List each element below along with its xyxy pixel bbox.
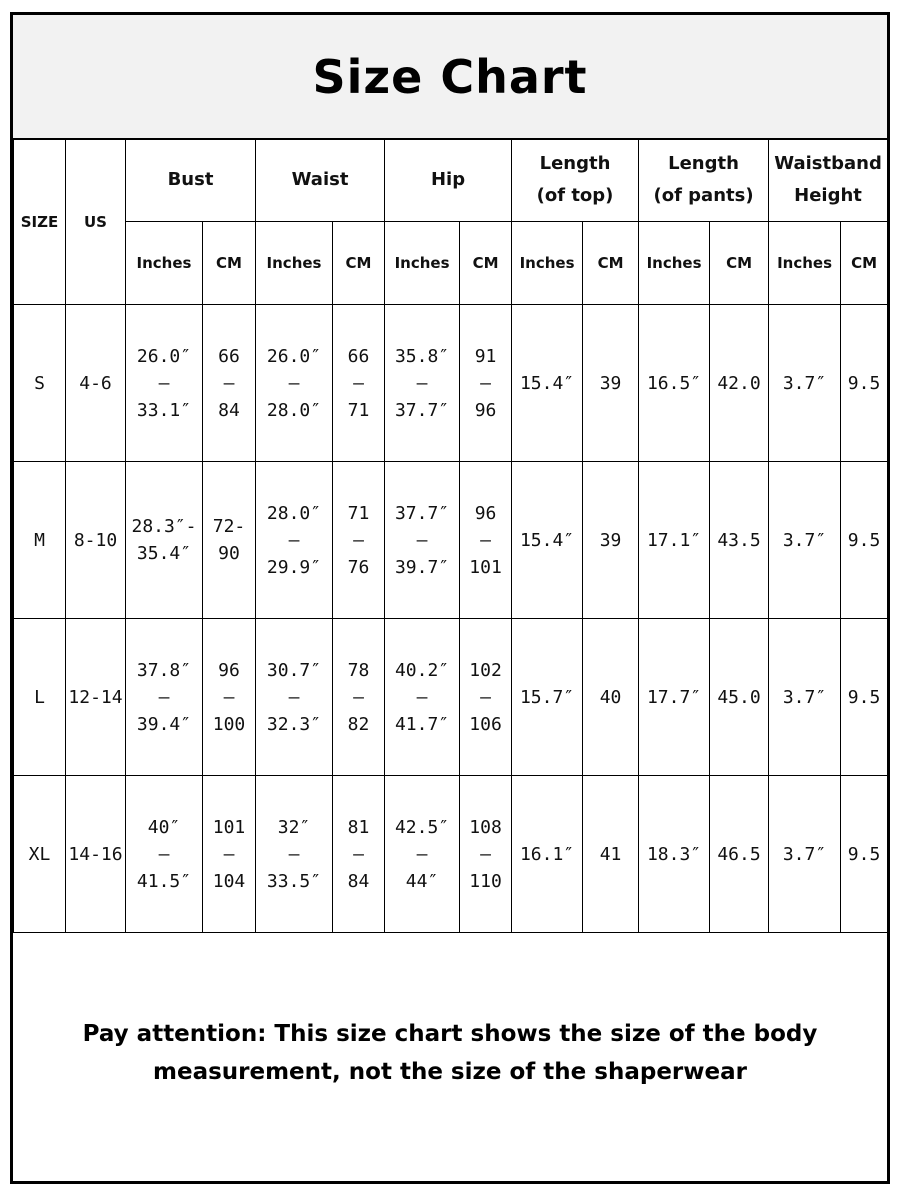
cell-line: 29.9″	[266, 556, 322, 578]
top-cm-cell: 41	[583, 776, 639, 933]
top-in-cell: 15.4″	[512, 462, 583, 619]
cell-line: 106	[469, 713, 502, 735]
wb-cm-cell: 9.5	[841, 462, 888, 619]
cell-line: 32.3″	[266, 713, 322, 735]
unit-inches: Inches	[639, 222, 710, 305]
header-length-pants	[639, 139, 769, 222]
cell-line: –	[158, 843, 170, 865]
cell-line: –	[223, 843, 235, 865]
unit-cm: CM	[710, 222, 769, 305]
cell-line: –	[353, 843, 364, 865]
wb-in-cell: 3.7″	[769, 305, 841, 462]
unit-cm: CM	[583, 222, 639, 305]
bust-in-cell	[126, 462, 203, 619]
wb-cm-cell: 9.5	[841, 305, 888, 462]
cell-line: 26.0″	[266, 345, 322, 367]
unit-inches: Inches	[385, 222, 460, 305]
pants-in-cell: 17.7″	[639, 619, 710, 776]
cell-line: 40″	[147, 816, 181, 838]
cell-line: 35.4″	[136, 543, 192, 564]
wb-in-cell: 3.7″	[769, 462, 841, 619]
top-in-cell: 15.7″	[512, 619, 583, 776]
unit-cm: CM	[460, 222, 512, 305]
unit-inches: Inches	[126, 222, 203, 305]
footer-note-line2: measurement, not the size of the shaperwear	[153, 1059, 747, 1085]
header-length-pants-line1: Length	[668, 153, 739, 174]
table-row	[14, 462, 888, 619]
pants-cm-cell: 46.5	[710, 776, 769, 933]
waist-cm-cell	[333, 619, 385, 776]
hip-in-cell	[385, 462, 460, 619]
cell-line: 28.0″	[266, 399, 322, 421]
cell-line: –	[223, 686, 235, 708]
unit-inches: Inches	[256, 222, 333, 305]
cell-line: 41.5″	[136, 870, 192, 892]
header-waistband-line1: Waistband	[774, 153, 882, 174]
cell-line: 39.4″	[136, 713, 192, 735]
waist-in-cell	[256, 619, 333, 776]
table-row	[14, 305, 888, 462]
cell-line: 72-	[212, 516, 246, 537]
cell-line: 71	[347, 399, 370, 421]
cell-line: 66	[218, 345, 240, 367]
top-cm-cell: 39	[583, 305, 639, 462]
bust-in-cell	[126, 776, 203, 933]
cell-line: 37.8″	[136, 659, 192, 681]
cell-line: –	[353, 372, 364, 394]
unit-inches: Inches	[769, 222, 841, 305]
cell-line: 28.3″-	[131, 516, 197, 537]
cell-line: 32″	[277, 816, 311, 838]
unit-cm: CM	[333, 222, 385, 305]
header-hip: Hip	[385, 139, 512, 222]
size-table	[13, 138, 888, 933]
cell-line: –	[416, 843, 428, 865]
size-cell: L	[14, 619, 66, 776]
top-in-cell: 15.4″	[512, 305, 583, 462]
size-table-body	[14, 305, 888, 933]
size-cell: XL	[14, 776, 66, 933]
footer-note	[13, 1015, 887, 1091]
cell-line: 96	[218, 659, 240, 681]
cell-line: –	[416, 529, 428, 551]
cell-line: 33.5″	[266, 870, 322, 892]
cell-line: –	[416, 686, 428, 708]
size-chart-frame	[10, 12, 890, 1184]
cell-line: 42.5″	[394, 816, 450, 838]
title-row	[13, 15, 887, 140]
cell-line: 66	[347, 345, 370, 367]
cell-line: –	[158, 372, 170, 394]
cell-line: 110	[469, 870, 502, 892]
wb-cm-cell: 9.5	[841, 619, 888, 776]
cell-line: 33.1″	[136, 399, 192, 421]
us-size-cell: 14-16	[66, 776, 126, 933]
us-size-cell: 8-10	[66, 462, 126, 619]
header-bust: Bust	[126, 139, 256, 222]
hip-cm-cell	[460, 462, 512, 619]
cell-line: 81	[347, 816, 370, 838]
pants-cm-cell: 45.0	[710, 619, 769, 776]
header-waistband-line2: Height	[794, 185, 862, 206]
cell-line: 101	[469, 556, 502, 578]
cell-line: 71	[347, 502, 370, 524]
cell-line: –	[480, 843, 491, 865]
top-in-cell: 16.1″	[512, 776, 583, 933]
us-size-cell: 12-14	[66, 619, 126, 776]
cell-line: 30.7″	[266, 659, 322, 681]
hip-cm-cell	[460, 305, 512, 462]
pants-in-cell: 18.3″	[639, 776, 710, 933]
cell-line: –	[480, 529, 491, 551]
table-row	[14, 619, 888, 776]
cell-line: –	[480, 686, 491, 708]
cell-line: –	[288, 372, 300, 394]
cell-line: 28.0″	[266, 502, 322, 524]
header-length-top-line1: Length	[539, 153, 611, 174]
hip-cm-cell	[460, 776, 512, 933]
pants-cm-cell: 42.0	[710, 305, 769, 462]
cell-line: 39.7″	[394, 556, 450, 578]
cell-line: 44″	[405, 870, 439, 892]
page-title: Size Chart	[312, 49, 588, 104]
us-size-cell: 4-6	[66, 305, 126, 462]
cell-line: 100	[212, 713, 246, 735]
cell-line: 37.7″	[394, 502, 450, 524]
cell-line: 84	[218, 399, 240, 421]
header-us: US	[66, 139, 126, 305]
cell-line: 40.2″	[394, 659, 450, 681]
header-waistband	[769, 139, 888, 222]
wb-in-cell: 3.7″	[769, 619, 841, 776]
unit-cm: CM	[841, 222, 888, 305]
unit-inches: Inches	[512, 222, 583, 305]
cell-line: 26.0″	[136, 345, 192, 367]
wb-cm-cell: 9.5	[841, 776, 888, 933]
cell-line: 41.7″	[394, 713, 450, 735]
waist-in-cell	[256, 776, 333, 933]
hip-in-cell	[385, 619, 460, 776]
cell-line: –	[416, 372, 428, 394]
bust-cm-cell	[203, 619, 256, 776]
waist-in-cell	[256, 305, 333, 462]
header-size: SIZE	[14, 139, 66, 305]
cell-line: –	[158, 686, 170, 708]
top-cm-cell: 39	[583, 462, 639, 619]
unit-cm: CM	[203, 222, 256, 305]
cell-line: –	[480, 372, 491, 394]
wb-in-cell: 3.7″	[769, 776, 841, 933]
cell-line: 102	[469, 659, 502, 681]
cell-line: 96	[474, 399, 497, 421]
pants-cm-cell: 43.5	[710, 462, 769, 619]
size-cell: M	[14, 462, 66, 619]
header-row-main	[14, 139, 888, 222]
cell-line: –	[288, 686, 300, 708]
waist-in-cell	[256, 462, 333, 619]
waist-cm-cell	[333, 776, 385, 933]
bust-cm-cell	[203, 462, 256, 619]
header-length-pants-line2: (of pants)	[653, 185, 754, 206]
cell-line: 37.7″	[394, 399, 450, 421]
pants-in-cell: 16.5″	[639, 305, 710, 462]
header-row-units	[14, 222, 888, 305]
cell-line: 108	[469, 816, 502, 838]
cell-line: 84	[347, 870, 370, 892]
hip-in-cell	[385, 305, 460, 462]
bust-in-cell	[126, 305, 203, 462]
cell-line: 90	[218, 543, 240, 564]
bust-in-cell	[126, 619, 203, 776]
cell-line: 82	[347, 713, 370, 735]
cell-line: 35.8″	[394, 345, 450, 367]
hip-in-cell	[385, 776, 460, 933]
header-waist: Waist	[256, 139, 385, 222]
hip-cm-cell	[460, 619, 512, 776]
cell-line: 101	[212, 816, 246, 838]
cell-line: –	[353, 686, 364, 708]
waist-cm-cell	[333, 462, 385, 619]
footer-note-line1: Pay attention: This size chart shows the size of the body	[82, 1021, 818, 1047]
bust-cm-cell	[203, 776, 256, 933]
cell-line: 76	[347, 556, 370, 578]
cell-line: 91	[474, 345, 497, 367]
size-cell: S	[14, 305, 66, 462]
header-length-top-line2: (of top)	[536, 185, 614, 206]
table-row	[14, 776, 888, 933]
cell-line: 96	[474, 502, 497, 524]
cell-line: –	[288, 843, 300, 865]
waist-cm-cell	[333, 305, 385, 462]
cell-line: –	[353, 529, 364, 551]
cell-line: –	[223, 372, 235, 394]
cell-line: 78	[347, 659, 370, 681]
cell-line: –	[288, 529, 300, 551]
cell-line: 104	[212, 870, 246, 892]
header-length-top	[512, 139, 639, 222]
top-cm-cell: 40	[583, 619, 639, 776]
pants-in-cell: 17.1″	[639, 462, 710, 619]
bust-cm-cell	[203, 305, 256, 462]
